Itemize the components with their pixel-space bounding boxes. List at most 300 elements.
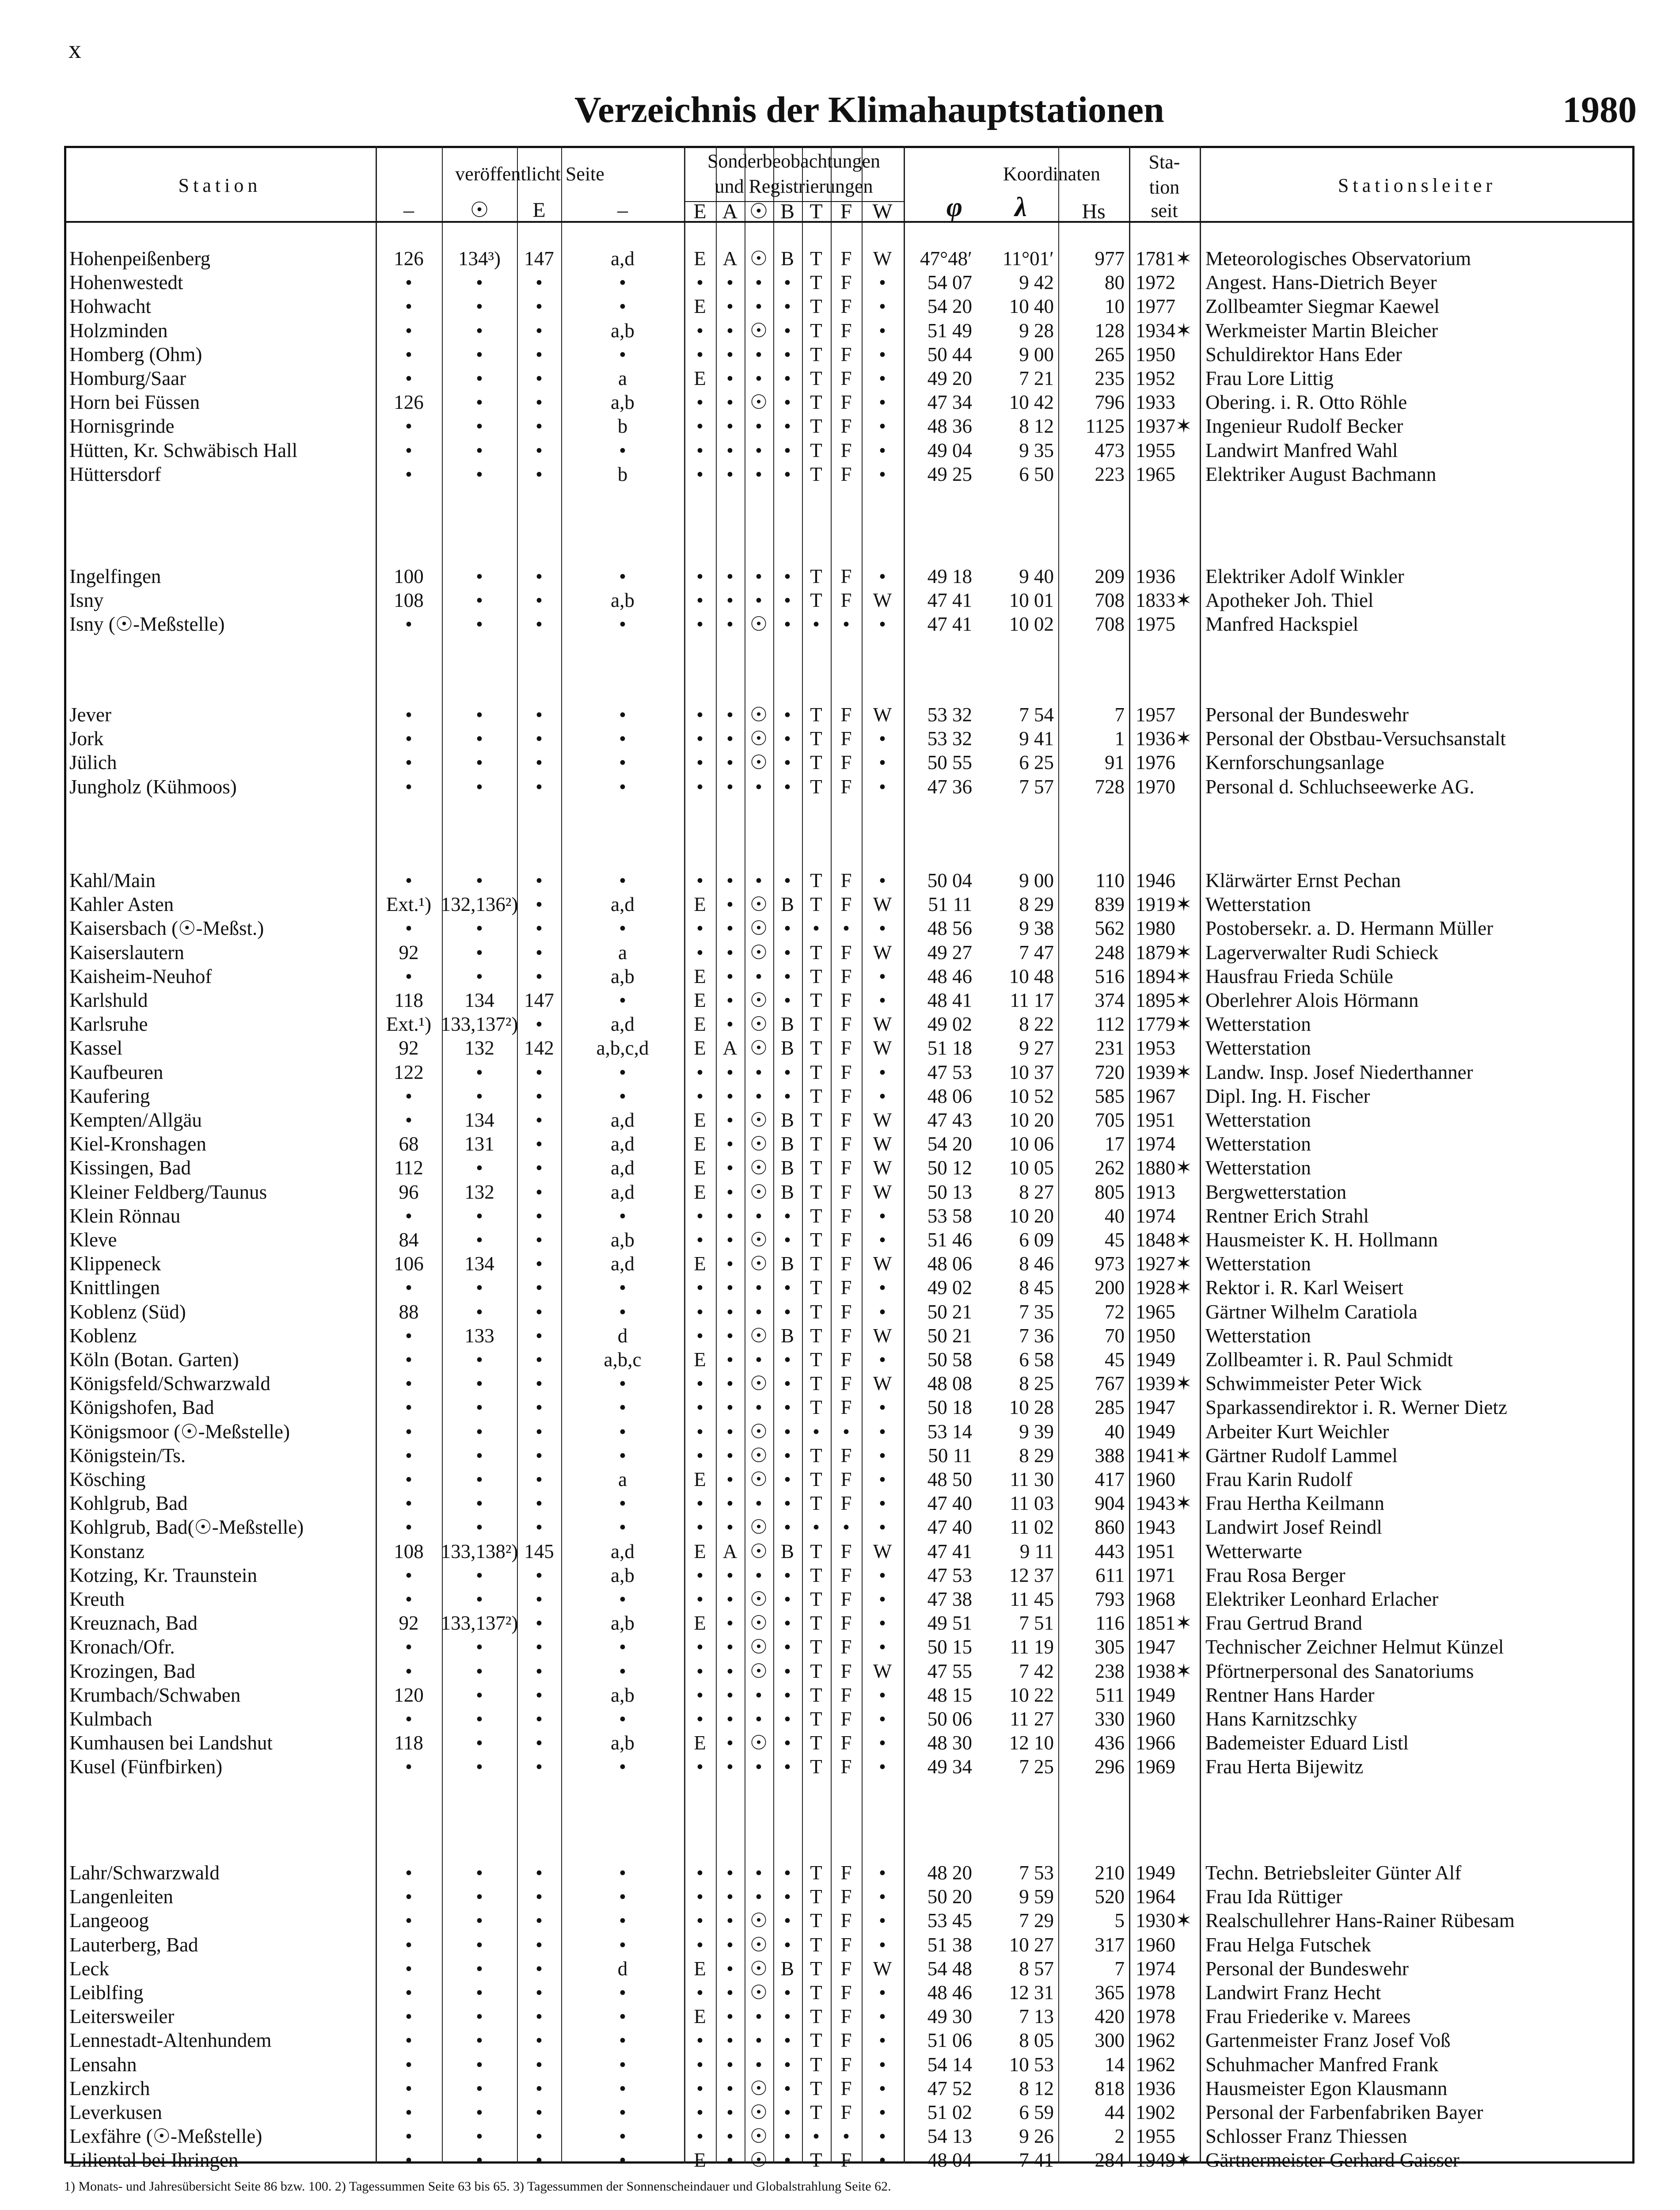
cell-since: 1949	[1136, 1684, 1175, 1706]
cell-leader: Gärtner Wilhelm Caratiola	[1205, 1300, 1418, 1323]
table-row	[0, 2148, 1680, 2172]
header-since-2: tion	[1149, 176, 1180, 198]
cell-hs: 305	[1095, 1636, 1125, 1658]
cell-since: 1936✶	[1136, 728, 1192, 750]
cell-t: T	[810, 751, 822, 774]
cell-w: •	[879, 2101, 886, 2123]
cell-e: •	[696, 2077, 703, 2100]
cell-b: •	[784, 1061, 791, 1083]
cell-p3: •	[536, 271, 543, 294]
cell-hs: 210	[1095, 1862, 1125, 1884]
cell-p2: •	[476, 751, 483, 774]
cell-p2: •	[476, 775, 483, 798]
cell-w: •	[879, 989, 886, 1011]
cell-station: Isny (☉-Meßstelle)	[69, 613, 225, 636]
cell-w: •	[879, 917, 886, 940]
cell-station: Jork	[69, 728, 104, 750]
cell-f: F	[840, 869, 852, 892]
cell-a: •	[726, 589, 734, 612]
cell-station: Hütten, Kr. Schwäbisch Hall	[69, 439, 298, 461]
cell-t: T	[810, 1133, 822, 1155]
cell-b: •	[784, 989, 791, 1011]
header-special-2: und Registrierungen	[715, 175, 873, 197]
cell-p1: •	[405, 613, 412, 636]
cell-phi: 49 27	[927, 941, 972, 964]
cell-station: Homburg/Saar	[69, 367, 186, 389]
cell-e: •	[696, 704, 703, 726]
cell-leader: Realschullehrer Hans-Rainer Rübesam	[1205, 1909, 1515, 1932]
cell-p1: •	[405, 2005, 412, 2028]
cell-a: •	[726, 1109, 734, 1131]
cell-p4: •	[619, 1444, 626, 1467]
cell-p3: •	[536, 2125, 543, 2148]
header-sp-a: A	[722, 200, 738, 223]
cell-f: F	[840, 704, 852, 726]
cell-lam: 7 51	[1019, 1612, 1054, 1635]
cell-t: T	[810, 2149, 822, 2172]
cell-t: T	[810, 2005, 822, 2028]
cell-lam: 12 10	[1009, 1732, 1054, 1754]
cell-b: •	[784, 1516, 791, 1539]
cell-a: •	[726, 2029, 734, 2052]
cell-s: •	[755, 1061, 762, 1083]
cell-f: F	[840, 319, 852, 342]
table-row	[0, 1395, 1680, 1419]
cell-a: •	[726, 893, 734, 916]
cell-w: W	[873, 1324, 892, 1347]
cell-p1: •	[405, 1492, 412, 1515]
cell-hs: 7	[1114, 1957, 1125, 1980]
cell-f: F	[840, 1444, 852, 1467]
cell-phi: 47 41	[927, 613, 972, 636]
cell-station: Koblenz	[69, 1324, 137, 1347]
cell-station: Kusel (Fünfbirken)	[69, 1756, 223, 1778]
cell-s: •	[755, 1708, 762, 1730]
cell-phi: 47°48′	[920, 248, 972, 270]
cell-b: B	[780, 1957, 794, 1980]
cell-phi: 51 18	[927, 1037, 972, 1059]
cell-station: Langenleiten	[69, 1886, 173, 1908]
cell-t: T	[810, 415, 822, 438]
cell-t: T	[810, 941, 822, 964]
cell-hs: 365	[1095, 1981, 1125, 2004]
cell-w: •	[879, 1300, 886, 1323]
cell-w: •	[879, 1588, 886, 1610]
cell-t: T	[810, 1109, 822, 1131]
table-row	[0, 727, 1680, 751]
cell-s: ☉	[749, 1588, 768, 1610]
cell-leader: Hausmeister K. H. Hollmann	[1205, 1229, 1438, 1251]
cell-p4: •	[619, 1516, 626, 1539]
table-row	[0, 988, 1680, 1012]
cell-hs: 473	[1095, 439, 1125, 461]
table-row	[0, 612, 1680, 636]
cell-station: Königsmoor (☉-Meßstelle)	[69, 1420, 290, 1443]
cell-e: •	[696, 1516, 703, 1539]
cell-p4: •	[619, 2077, 626, 2100]
table-row	[0, 366, 1680, 390]
cell-b: B	[780, 1037, 794, 1059]
cell-w: •	[879, 1732, 886, 1754]
cell-p4: •	[619, 1909, 626, 1932]
cell-lam: 10 01	[1009, 589, 1054, 612]
cell-since: 1966	[1136, 1732, 1175, 1754]
cell-s: ☉	[749, 1957, 768, 1980]
cell-p4: •	[619, 775, 626, 798]
table-row	[0, 1957, 1680, 1981]
cell-p4: •	[619, 1886, 626, 1908]
table-row	[0, 414, 1680, 438]
cell-hs: 839	[1095, 893, 1125, 916]
cell-p2: •	[476, 1886, 483, 1908]
cell-a: •	[726, 1372, 734, 1395]
cell-hs: 818	[1095, 2077, 1125, 2100]
cell-phi: 51 02	[927, 2101, 972, 2123]
cell-station: Krumbach/Schwaben	[69, 1684, 241, 1706]
cell-b: •	[784, 1756, 791, 1778]
cell-s: ☉	[749, 1933, 768, 1956]
header-published: veröffentlicht Seite	[455, 163, 604, 185]
cell-station: Königstein/Ts.	[69, 1444, 186, 1467]
cell-p1: 126	[394, 248, 424, 270]
cell-lam: 10 22	[1009, 1684, 1054, 1706]
cell-leader: Elektriker August Bachmann	[1205, 463, 1437, 485]
cell-station: Krozingen, Bad	[69, 1660, 195, 1682]
cell-lam: 7 35	[1019, 1300, 1054, 1323]
cell-e: •	[696, 463, 703, 485]
cell-p4: a,d	[611, 1181, 635, 1203]
cell-leader: Wetterstation	[1205, 1037, 1311, 1059]
cell-p1: •	[405, 1204, 412, 1227]
cell-leader: Rentner Hans Harder	[1205, 1684, 1375, 1706]
cell-station: Leiblfing	[69, 1981, 144, 2004]
cell-hs: 110	[1095, 869, 1125, 892]
cell-p1: •	[405, 1564, 412, 1586]
cell-leader: Meteorologisches Observatorium	[1205, 248, 1471, 270]
cell-phi: 48 56	[927, 917, 972, 940]
cell-leader: Frau Ida Rüttiger	[1205, 1886, 1342, 1908]
cell-s: ☉	[749, 751, 768, 774]
cell-w: •	[879, 439, 886, 461]
cell-p3: •	[536, 613, 543, 636]
header-coords: Koordinaten	[1003, 163, 1100, 185]
cell-s: •	[755, 271, 762, 294]
cell-lam: 8 05	[1019, 2029, 1054, 2052]
cell-p3: •	[536, 1181, 543, 1203]
cell-p1: 68	[399, 1133, 419, 1155]
cell-station: Lennestadt-Altenhundem	[69, 2029, 272, 2052]
cell-hs: 330	[1095, 1708, 1125, 1730]
cell-p4: •	[619, 343, 626, 366]
cell-leader: Bergwetterstation	[1205, 1181, 1347, 1203]
cell-f: •	[843, 613, 850, 636]
cell-p1: •	[405, 343, 412, 366]
cell-a: A	[722, 1037, 737, 1059]
cell-a: •	[726, 415, 734, 438]
cell-p4: •	[619, 439, 626, 461]
cell-a: •	[726, 1204, 734, 1227]
cell-station: Hohenwestedt	[69, 271, 183, 294]
cell-t: T	[810, 775, 822, 798]
cell-w: •	[879, 295, 886, 318]
cell-p4: •	[619, 1420, 626, 1443]
cell-leader: Landwirt Manfred Wahl	[1205, 439, 1398, 461]
cell-p1: •	[405, 704, 412, 726]
cell-p3: •	[536, 1253, 543, 1275]
cell-e: E	[694, 1957, 706, 1980]
cell-a: •	[726, 1276, 734, 1299]
cell-leader: Wetterwarte	[1205, 1540, 1302, 1562]
cell-t: T	[810, 1756, 822, 1778]
cell-t: T	[810, 1540, 822, 1562]
cell-p3: •	[536, 1909, 543, 1932]
cell-hs: 40	[1105, 1204, 1125, 1227]
cell-e: •	[696, 1085, 703, 1107]
cell-leader: Schuldirektor Hans Eder	[1205, 343, 1402, 366]
cell-p4: a,d	[611, 1253, 635, 1275]
cell-hs: 708	[1095, 589, 1125, 612]
cell-e: E	[694, 1468, 706, 1490]
cell-t: T	[810, 1981, 822, 2004]
cell-p1: 92	[399, 1037, 419, 1059]
cell-station: Kiel-Kronshagen	[69, 1133, 206, 1155]
table-row	[0, 1491, 1680, 1515]
cell-e: •	[696, 391, 703, 414]
cell-lam: 8 57	[1019, 1957, 1054, 1980]
cell-t: T	[810, 1732, 822, 1754]
table-row	[0, 2053, 1680, 2077]
cell-phi: 48 30	[927, 1732, 972, 1754]
cell-station: Leck	[69, 1957, 109, 1980]
header-pub-e: E	[532, 198, 546, 222]
cell-e: E	[694, 1253, 706, 1275]
cell-e: •	[696, 1396, 703, 1419]
cell-b: B	[780, 248, 794, 270]
cell-w: •	[879, 463, 886, 485]
cell-hs: 420	[1095, 2005, 1125, 2028]
cell-leader: Frau Friederike v. Marees	[1205, 2005, 1411, 2028]
cell-p3: •	[536, 1684, 543, 1706]
cell-p4: d	[617, 1324, 628, 1347]
cell-station: Kaisheim-Neuhof	[69, 965, 212, 987]
cell-f: F	[840, 2101, 852, 2123]
cell-station: Hohenpeißenberg	[69, 248, 211, 270]
cell-s: •	[755, 439, 762, 461]
table-row	[0, 1659, 1680, 1683]
cell-w: •	[879, 775, 886, 798]
cell-phi: 50 06	[927, 1708, 972, 1730]
cell-p2: •	[476, 1516, 483, 1539]
cell-f: F	[840, 1612, 852, 1635]
cell-since: 1938✶	[1136, 1660, 1192, 1682]
cell-p2: •	[476, 1684, 483, 1706]
cell-b: •	[784, 2029, 791, 2052]
cell-e: •	[696, 1886, 703, 1908]
cell-phi: 47 34	[927, 391, 972, 414]
cell-a: •	[726, 1253, 734, 1275]
cell-hs: 317	[1095, 1933, 1125, 1956]
cell-lam: 8 27	[1019, 1181, 1054, 1203]
cell-w: •	[879, 1061, 886, 1083]
cell-lam: 11 19	[1010, 1636, 1054, 1658]
cell-a: •	[726, 1933, 734, 1956]
cell-b: •	[784, 2125, 791, 2148]
cell-b: B	[780, 1253, 794, 1275]
table-row	[0, 941, 1680, 964]
cell-w: •	[879, 1085, 886, 1107]
cell-phi: 54 13	[927, 2125, 972, 2148]
table-row	[0, 2100, 1680, 2124]
table-row	[0, 319, 1680, 343]
cell-hs: 91	[1105, 751, 1125, 774]
cell-w: •	[879, 1981, 886, 2004]
cell-phi: 53 32	[927, 728, 972, 750]
cell-p3: •	[536, 1612, 543, 1635]
cell-f: F	[840, 1013, 852, 1036]
cell-p1: •	[405, 1516, 412, 1539]
cell-p2: •	[476, 869, 483, 892]
cell-e: •	[696, 1862, 703, 1884]
cell-a: •	[726, 869, 734, 892]
cell-since: 1936	[1136, 2077, 1175, 2100]
cell-p3: •	[536, 319, 543, 342]
cell-p3: •	[536, 343, 543, 366]
table-row	[0, 1060, 1680, 1084]
cell-phi: 47 40	[927, 1516, 972, 1539]
cell-p4: a	[618, 941, 627, 964]
cell-s: •	[755, 1886, 762, 1908]
cell-w: •	[879, 1708, 886, 1730]
cell-hs: 585	[1095, 1085, 1125, 1107]
cell-station: Kahler Asten	[69, 893, 174, 916]
cell-w: •	[879, 2149, 886, 2172]
cell-a: •	[726, 391, 734, 414]
cell-phi: 50 55	[927, 751, 972, 774]
cell-a: •	[726, 1886, 734, 1908]
cell-f: F	[840, 463, 852, 485]
cell-a: •	[726, 1862, 734, 1884]
cell-p4: •	[619, 917, 626, 940]
cell-f: F	[840, 941, 852, 964]
cell-a: •	[726, 1396, 734, 1419]
cell-a: •	[726, 1708, 734, 1730]
cell-e: E	[694, 1157, 706, 1179]
cell-a: •	[726, 1981, 734, 2004]
cell-e: •	[696, 1492, 703, 1515]
cell-w: •	[879, 2029, 886, 2052]
cell-t: T	[810, 1061, 822, 1083]
cell-station: Köln (Botan. Garten)	[69, 1349, 239, 1371]
cell-e: •	[696, 775, 703, 798]
cell-a: •	[726, 295, 734, 318]
cell-t: T	[810, 565, 822, 587]
cell-hs: 520	[1095, 1886, 1125, 1908]
cell-p3: •	[536, 1564, 543, 1586]
cell-since: 1974	[1136, 1957, 1175, 1980]
cell-p3: •	[536, 1229, 543, 1251]
cell-p1: •	[405, 271, 412, 294]
cell-b: •	[784, 319, 791, 342]
table-row	[0, 1180, 1680, 1204]
cell-b: •	[784, 463, 791, 485]
cell-a: •	[726, 1492, 734, 1515]
cell-s: ☉	[749, 1732, 768, 1754]
cell-t: T	[810, 1324, 822, 1347]
cell-leader: Obering. i. R. Otto Röhle	[1205, 391, 1407, 414]
cell-f: F	[840, 1229, 852, 1251]
cell-p4: •	[619, 1492, 626, 1515]
cell-lam: 7 29	[1019, 1909, 1054, 1932]
cell-b: •	[784, 869, 791, 892]
cell-e: E	[694, 1109, 706, 1131]
table-row	[0, 1348, 1680, 1372]
cell-p1: 126	[394, 391, 424, 414]
cell-p2: •	[476, 1420, 483, 1443]
cell-s: ☉	[749, 941, 768, 964]
cell-f: F	[840, 439, 852, 461]
cell-lam: 11 27	[1010, 1708, 1054, 1730]
cell-p2: •	[476, 1564, 483, 1586]
table-row	[0, 1611, 1680, 1635]
cell-s: •	[755, 1396, 762, 1419]
cell-station: Kreuznach, Bad	[69, 1612, 198, 1635]
cell-p4: a,d	[611, 1109, 635, 1131]
cell-a: •	[726, 728, 734, 750]
cell-lam: 9 41	[1019, 728, 1054, 750]
cell-phi: 47 55	[927, 1660, 972, 1682]
cell-since: 1947	[1136, 1636, 1175, 1658]
cell-p1: •	[405, 1468, 412, 1490]
cell-e: •	[696, 565, 703, 587]
cell-since: 1930✶	[1136, 1909, 1192, 1932]
cell-station: Königshofen, Bad	[69, 1396, 214, 1419]
cell-b: •	[784, 1085, 791, 1107]
cell-phi: 49 02	[927, 1013, 972, 1036]
cell-b: •	[784, 1492, 791, 1515]
roman-page-number: x	[68, 35, 81, 64]
cell-s: •	[755, 1756, 762, 1778]
cell-phi: 50 12	[927, 1157, 972, 1179]
cell-t: T	[810, 1564, 822, 1586]
cell-f: F	[840, 1037, 852, 1059]
cell-since: 1974	[1136, 1133, 1175, 1155]
cell-since: 1975	[1136, 613, 1175, 636]
table-row	[0, 1108, 1680, 1132]
cell-p2: •	[476, 1862, 483, 1884]
cell-a: •	[726, 565, 734, 587]
cell-leader: Schwimmeister Peter Wick	[1205, 1372, 1422, 1395]
cell-p2: •	[476, 704, 483, 726]
cell-e: •	[696, 2029, 703, 2052]
cell-f: F	[840, 1133, 852, 1155]
cell-w: •	[879, 319, 886, 342]
table-row	[0, 1755, 1680, 1779]
cell-lam: 7 36	[1019, 1324, 1054, 1347]
cell-p4: •	[619, 1396, 626, 1419]
cell-p3: •	[536, 2149, 543, 2172]
cell-lam: 8 29	[1019, 1444, 1054, 1467]
cell-t: T	[810, 2053, 822, 2076]
cell-p4: •	[619, 2149, 626, 2172]
cell-t: T	[810, 989, 822, 1011]
page-title: Verzeichnis der Klimahauptstationen	[574, 89, 1164, 130]
cell-t: T	[810, 728, 822, 750]
cell-phi: 49 25	[927, 463, 972, 485]
cell-lam: 11 17	[1010, 989, 1054, 1011]
header-leader: Stationsleiter	[1338, 175, 1497, 196]
cell-p3: •	[536, 1133, 543, 1155]
table-row	[0, 1707, 1680, 1731]
